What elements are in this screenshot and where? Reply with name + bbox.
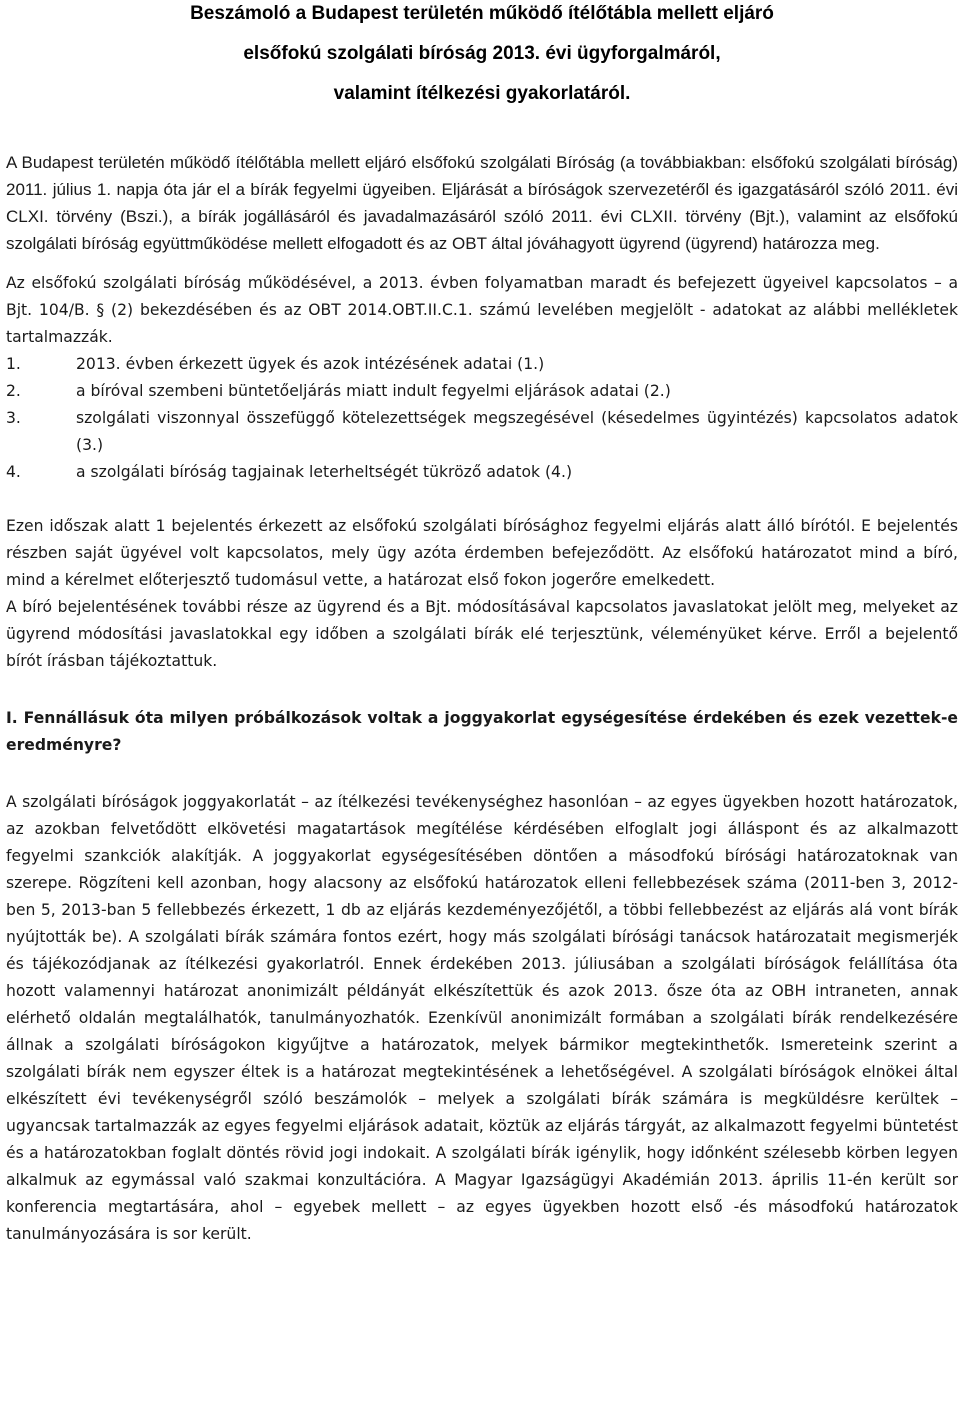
attachment-item [6,405,958,459]
attachment-number: 4. [6,463,21,481]
attachment-text: a bíróval szembeni büntetőeljárás miatt indult fegyelmi eljárások adatai (2.) [76,382,671,400]
attachment-text: szolgálati viszonnyal összefüggő kötelezettségek megszegésével (késedelmes ügyintézés) kapcsolatos adatok (3.) [76,409,958,454]
document-page [6,0,958,1248]
attachment-item [6,378,958,405]
attachment-item [6,351,958,378]
report-paragraph-1: Ezen időszak alatt 1 bejelentés érkezett az elsőfokú szolgálati bírósághoz fegyelmi eljárás alatt álló bírótól. E bejelentés részben saját ügyével volt kapcsolatos, mely ügy azóta érdemben befejeződött. Az elsőfokú határozatot mind a bíró, mind a kérelmet előterjesztő tudomásul vette, a határozat első fokon jogerőre emelkedett. [6,517,958,589]
section-1-heading: I. Fennállásuk óta milyen próbálkozások voltak a joggyakorlat egységesítése érdekében és ezek vezettek-e eredményre? [6,709,958,754]
title-line-2: elsőfokú szolgálati bíróság 2013. évi ügyforgalmáról, [243,43,721,64]
report-paragraph-2: A bíró bejelentésének további része az ügyrend és a Bjt. módosításával kapcsolatos javaslatokat jelölt meg, melyeket az ügyrend módosítási javaslatokkal egy időben a szolgálati bírák elé terjesztünk, véleményüket kérve. Erről a bejelentő bírót írásban tájékoztattuk. [6,598,958,670]
attachment-number: 2. [6,382,21,400]
attachment-text: 2013. évben érkezett ügyek és azok intézésének adatai (1.) [76,355,545,373]
data-intro-paragraph: Az elsőfokú szolgálati bíróság működésével, a 2013. évben folyamatban maradt és befejezett ügyeivel kapcsolatos – a Bjt. 104/B. § (2) bekezdésében és az OBT 2014.OBT.II.C.1. számú levelében megjelölt - adatokat az alábbi mellékletek tartalmazzák. [6,274,958,346]
section-1-body: A szolgálati bíróságok joggyakorlatát – az ítélkezési tevékenységhez hasonlóan – az egyes ügyekben hozott határozatok, az azokban felvetődött elkövetési magatartások megítélése kérdésében elfoglalt jogi álláspont és az alkalmazott fegyelmi szankciók alakítják. A joggyakorlat egységesítésében döntően a másodfokú bírósági határozatoknak van szerepe. Rögzíteni kell azonban, hogy alacsony az elsőfokú határozatok elleni fellebbezések száma (2011-ben 3, 2012-ben 5, 2013-ban 5 fellebbezés érkezett, 1 db az eljárás kezdeményezőjétől, a többi fellebbezést az eljárás alá vont bírák nyújtották be). A szolgálati bírák számára fontos ezért, hogy más szolgálati bírósági tanácsok határozatait megismerjék és tájékozódjanak az ítélkezési gyakorlatról. Ennek érdekében 2013. júliusában a szolgálati bíróságok felállítása óta hozott valamennyi határozat anonimizált példányát elkészítettük és azok 2013. ősze óta az OBH intraneten, annak elérhető oldalán megtalálhatók, tanulmányozhatók. Ezenkívül anonimizált formában a szolgálati bírák rendelkezésére állnak a szolgálati bíróságokon kigyűjtve a határozatok, melyek bármikor megtekinthetők. Ismereteink szerint a szolgálati bírák nem egyszer éltek is a határozat megtekintésének a lehetőségével. A szolgálati bíróságok elnökei által elkészített évi tevékenységről szóló beszámolók – melyek a szolgálati bírák számára is megküldésre kerültek – ugyancsak tartalmazzák az egyes fegyelmi eljárások adatait, köztük az eljárás tárgyát, az alkalmazott fegyelmi büntetést és a határozatokban foglalt döntés rövid jogi indokait. A szolgálati bírák igénylik, hogy időnként szélesebb körben legyen alkalmuk az egymással való szakmai konzultációra. A Magyar Igazságügyi Akadémián 2013. április 11-én került sor konferencia megtartására, ahol – egyebek mellett – az egyes ügyekben hozott első -és másodfokú határozatok tanulmányozására is sor került. [6,793,958,1243]
title-line-3: valamint ítélkezési gyakorlatáról. [333,83,631,104]
attachment-number: 1. [6,355,21,373]
attachment-item [6,459,958,486]
intro-paragraph: A Budapest területén működő ítélőtábla mellett eljáró elsőfokú szolgálati Bíróság (a továbbiakban: elsőfokú szolgálati bíróság) 2011. július 1. napja óta jár el a bírák fegyelmi ügyeiben. Eljárását a bíróságok szervezetéről és igazgatásáról szóló 2011. évi CLXI. törvény (Bszi.), a bírák jogállásáról és javadalmazásáról szóló 2011. évi CLXII. törvény (Bjt.), valamint az elsőfokú szolgálati bíróság együttműködése mellett elfogadott és az OBT által jóváhagyott ügyrend (ügyrend) határozza meg. [6,153,958,253]
title-line-1: Beszámoló a Budapest területén működő ítélőtábla mellett eljáró [190,3,774,24]
attachment-text: a szolgálati bíróság tagjainak leterheltségét tükröző adatok (4.) [76,463,573,481]
attachment-list [6,351,958,486]
document-title [6,0,958,114]
attachment-number: 3. [6,409,21,427]
